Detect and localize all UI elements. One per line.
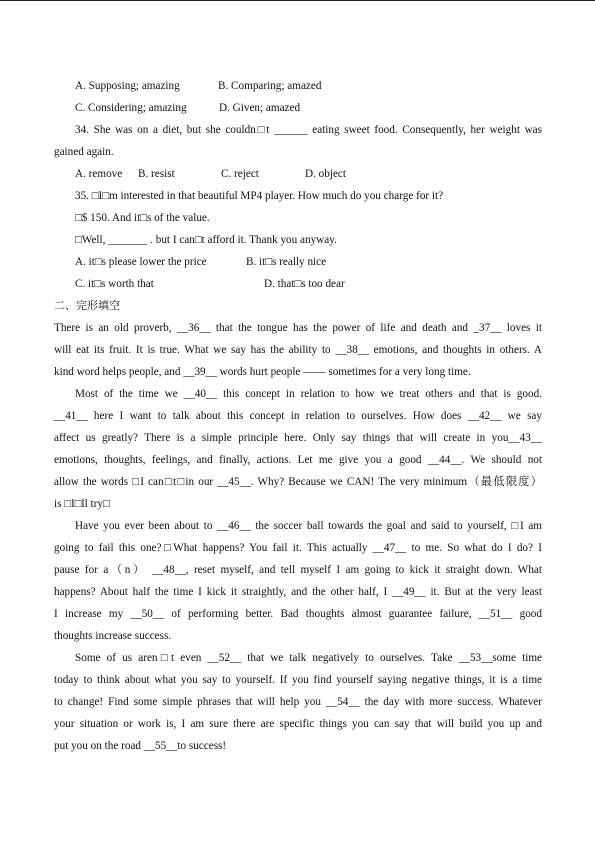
q34-stem-line2: gained again.: [54, 146, 114, 158]
passage-line: your situation or work is, I am sure there are specific things you can say that will build you up and: [54, 718, 542, 730]
passage-paragraph-2: [54, 383, 542, 515]
q35-option-d: D. that□s too dear: [264, 278, 345, 290]
passage-line: I increase my __50__ of performing better. Bad thoughts almost guarantee failure, __51__ good: [54, 608, 542, 620]
passage-paragraph-1: [54, 317, 542, 383]
q33-option-b: B. Comparing; amazed: [218, 80, 322, 92]
q35-option-b: B. it□s really nice: [246, 256, 327, 268]
passage-line: today to think about what you say to yourself. If you find yourself saying negative things, it is a time: [54, 674, 542, 686]
passage-line: Have you ever been about to __46__ the soccer ball towards the goal and said to yourself, □I am: [75, 520, 542, 532]
passage-line: to change! Find some simple phrases that will help you __54__ the day with more success. Whatever: [54, 696, 542, 708]
q33-option-a: A. Supposing; amazing: [75, 80, 180, 92]
q35-stem-line3: □Well, _______ . but I can□t afford it. Thank you anyway.: [75, 234, 337, 246]
passage-line: going to fail this one?□What happens? You fail it. This actually __47__ to me. So what do I do? I: [54, 542, 542, 554]
q35-option-a: A. it□s please lower the price: [75, 256, 207, 268]
passage-line: is □I□ll try□: [54, 498, 110, 510]
passage-line: happens? About half the time I kick it straightly, and the other half, I __49__ it. But at the very least: [54, 586, 542, 598]
passage-line: affect us greatly? There is a simple principle here. Only say things that will create in you__43__: [54, 432, 542, 444]
passage-paragraph-3: [54, 515, 542, 647]
page-top-rule: [0, 0, 595, 1]
section-title-cloze: 二、完形填空: [54, 299, 120, 312]
q34-stem-line1: 34. She was on a diet, but she couldn□t ______ eating sweet food. Consequently, her weight was: [75, 124, 542, 136]
passage-line: Most of the time we __40__ this concept in relation to how we treat others and that is good.: [75, 388, 542, 400]
passage-line: will eat its fruit. It is true. What we say has the ability to __38__ emotions, and thoughts in others. A: [54, 344, 542, 356]
passage-line: pause for a（n） __48__, reset myself, and tell myself I am going to kick it straight down. What: [54, 564, 542, 576]
passage-line: allow the words □I can□t□in our __45__. Why? Because we CAN! The very minimum（最低限度）: [54, 476, 542, 488]
q34-option-c: C. reject: [221, 168, 259, 180]
passage-line: thoughts increase success.: [54, 630, 172, 642]
passage-line: Some of us aren□t even __52__ that we talk negatively to ourselves. Take __53__some time: [75, 652, 542, 664]
q33-option-c: C. Considering; amazing: [75, 102, 187, 114]
passage-line: There is an old proverb, __36__ that the tongue has the power of life and death and _37__ loves it: [54, 322, 542, 334]
passage-line: put you on the road __55__to success!: [54, 740, 227, 752]
q35-stem-line2: □$ 150. And it□s of the value.: [75, 212, 210, 224]
q34-option-a: A. remove: [75, 168, 123, 180]
q33-option-d: D. Given; amazed: [219, 102, 301, 114]
q35-option-c: C. it□s worth that: [75, 278, 154, 290]
passage-paragraph-4: [54, 647, 542, 757]
passage-line: kind word helps people, and __39__ words hurt people —— sometimes for a very long time.: [54, 366, 471, 378]
q34-option-b: B. resist: [138, 168, 175, 180]
passage-line: __41__ here I want to talk about this concept in relation to ourselves. How does __42__ we say: [54, 410, 542, 422]
q35-stem-line1: 35. □I□m interested in that beautiful MP4 player. How much do you charge for it?: [75, 190, 444, 202]
passage-line: emotions, thoughts, feelings, and finally, actions. Let me give you a good __44__. We should not: [54, 454, 542, 466]
q34-option-d: D. object: [305, 168, 347, 180]
